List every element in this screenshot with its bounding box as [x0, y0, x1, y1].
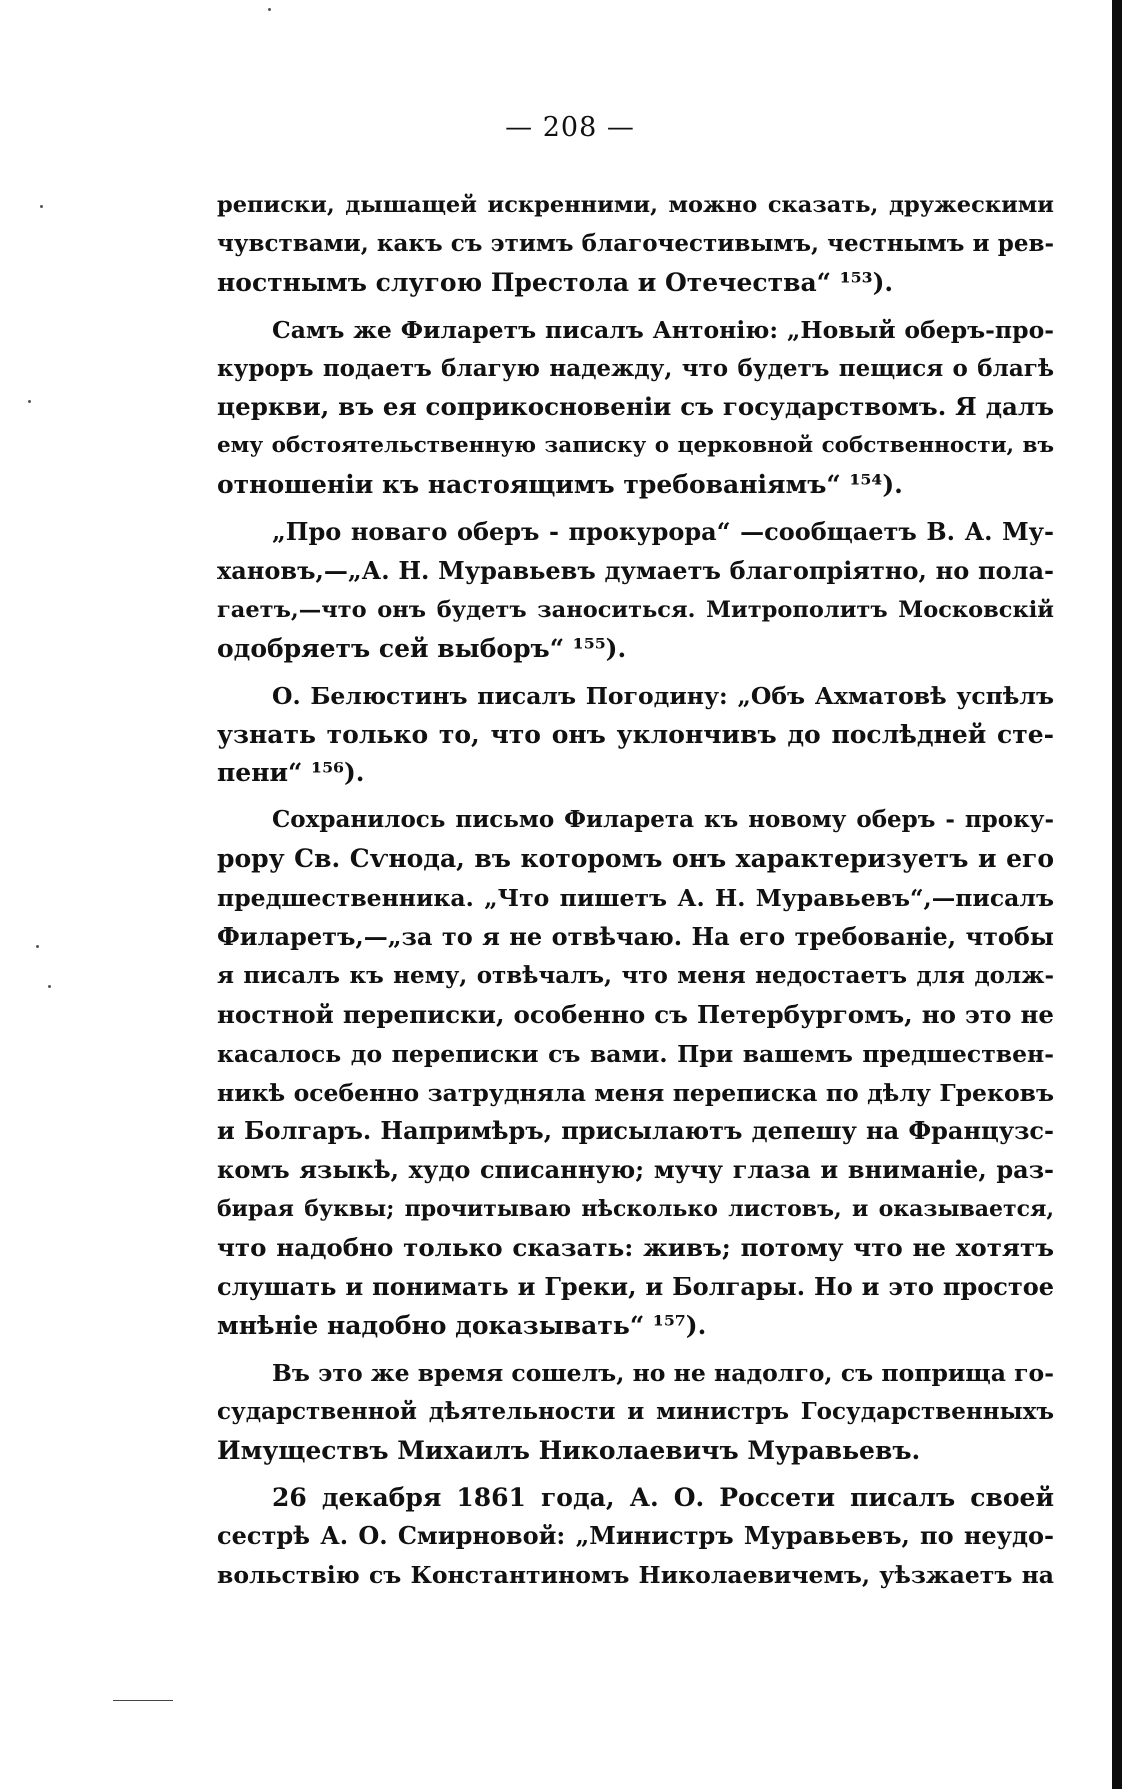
text-line: слушать и понимать и Греки, и Болгары. Но и это простое: [217, 1272, 1054, 1302]
paragraph-gap: [217, 793, 1054, 801]
text-line: узнать только то, что онъ уклончивъ до послѣдней сте-: [217, 719, 1054, 749]
text-line: вольствію съ Константиномъ Николаевичемъ, уѣзжаетъ на: [217, 1561, 1054, 1590]
text-line: касалось до переписки съ вами. При вашемъ предшествен-: [217, 1039, 1054, 1068]
text-line: хановъ,—„А. Н. Муравьевъ думаетъ благопріятно, но пола-: [217, 556, 1054, 586]
text-line: ностнымъ слугою Престола и Отечества“ ¹⁵³).: [217, 267, 894, 297]
text-line: отношеніи къ настоящимъ требованіямъ“ ¹⁵⁴).: [217, 470, 903, 500]
text-line: никѣ осебенно затрудняла меня переписка по дѣлу Грековъ: [217, 1078, 1054, 1107]
text-line: куроръ подаетъ благую надежду, что будетъ пещися о благѣ: [217, 354, 1054, 382]
paragraph-gap: [217, 1346, 1054, 1354]
text-line: рору Св. Сѵнода, въ которомъ онъ характеризуетъ и его: [217, 844, 1054, 874]
paragraph-gap: [217, 669, 1054, 677]
text-line: мнѣніе надобно доказывать“ ¹⁵⁷).: [217, 1310, 707, 1340]
text-line: что надобно только сказать: живъ; потому что не хотятъ: [217, 1233, 1054, 1263]
body-text: [217, 186, 1054, 1595]
text-line: 26 декабря 1861 года, А. О. Россети писалъ своей: [272, 1482, 1054, 1512]
text-line: комъ языкѣ, худо списанную; мучу глаза и вниманіе, раз-: [217, 1155, 1054, 1185]
scan-mark: [113, 1700, 173, 1701]
text-line: ему обстоятельственную записку о церковной собственности, въ: [217, 433, 1054, 459]
text-line: я писалъ къ нему, отвѣчалъ, что меня недостаетъ для долж-: [217, 961, 1054, 989]
text-line: Въ это же время сошелъ, но не надолго, съ поприща го-: [272, 1358, 1054, 1387]
scan-edge-shadow: [1112, 0, 1122, 1789]
text-line: пени“ ¹⁵⁶).: [217, 758, 365, 788]
text-line: сударственной дѣятельности и министръ Государственныхъ: [217, 1397, 1054, 1425]
text-line: чувствами, какъ съ этимъ благочестивымъ, честнымъ и рев-: [217, 229, 1054, 257]
text-line: сестрѣ А. О. Смирновой: „Министръ Муравьевъ, по неудо-: [217, 1521, 1054, 1551]
text-line: гаетъ,—что онъ будетъ заноситься. Митрополитъ Московскій: [217, 596, 1054, 623]
text-line: церкви, въ ея соприкосновеніи съ государствомъ. Я далъ: [217, 392, 1054, 422]
text-line: реписки, дышащей искренними, можно сказать, дружескими: [217, 192, 1054, 218]
text-line: О. Белюстинъ писалъ Погодину: „Объ Ахматовѣ успѣлъ: [272, 681, 1054, 710]
text-line: предшественника. „Что пишетъ А. Н. Муравьевъ“,—писалъ: [217, 884, 1054, 913]
page-number: — 208 —: [505, 112, 635, 143]
text-line: Филаретъ,—„за то я не отвѣчаю. На его требованіе, чтобы: [217, 922, 1054, 952]
paragraph-gap: [217, 303, 1054, 311]
paragraph-gap: [217, 505, 1054, 513]
paragraph-gap: [217, 1471, 1054, 1479]
text-line: „Про новаго оберъ - прокурора“ —сообщаетъ В. А. Му-: [272, 517, 1054, 547]
text-line: бирая буквы; прочитываю нѣсколько листовъ, и оказывается,: [217, 1196, 1054, 1223]
text-line: Сохранилось письмо Филарета къ новому оберъ - проку-: [272, 806, 1054, 834]
text-line: одобряетъ сей выборъ“ ¹⁵⁵).: [217, 633, 627, 663]
text-line: ностной переписки, особенно съ Петербургомъ, но это не: [217, 999, 1054, 1029]
text-line: Самъ же Филаретъ писалъ Антонію: „Новый оберъ-про-: [272, 315, 1054, 344]
text-line: и Болгаръ. Напримѣръ, присылаютъ депешу на Французс-: [217, 1116, 1054, 1146]
text-line: Имуществъ Михаилъ Николаевичъ Муравьевъ.: [217, 1435, 921, 1465]
